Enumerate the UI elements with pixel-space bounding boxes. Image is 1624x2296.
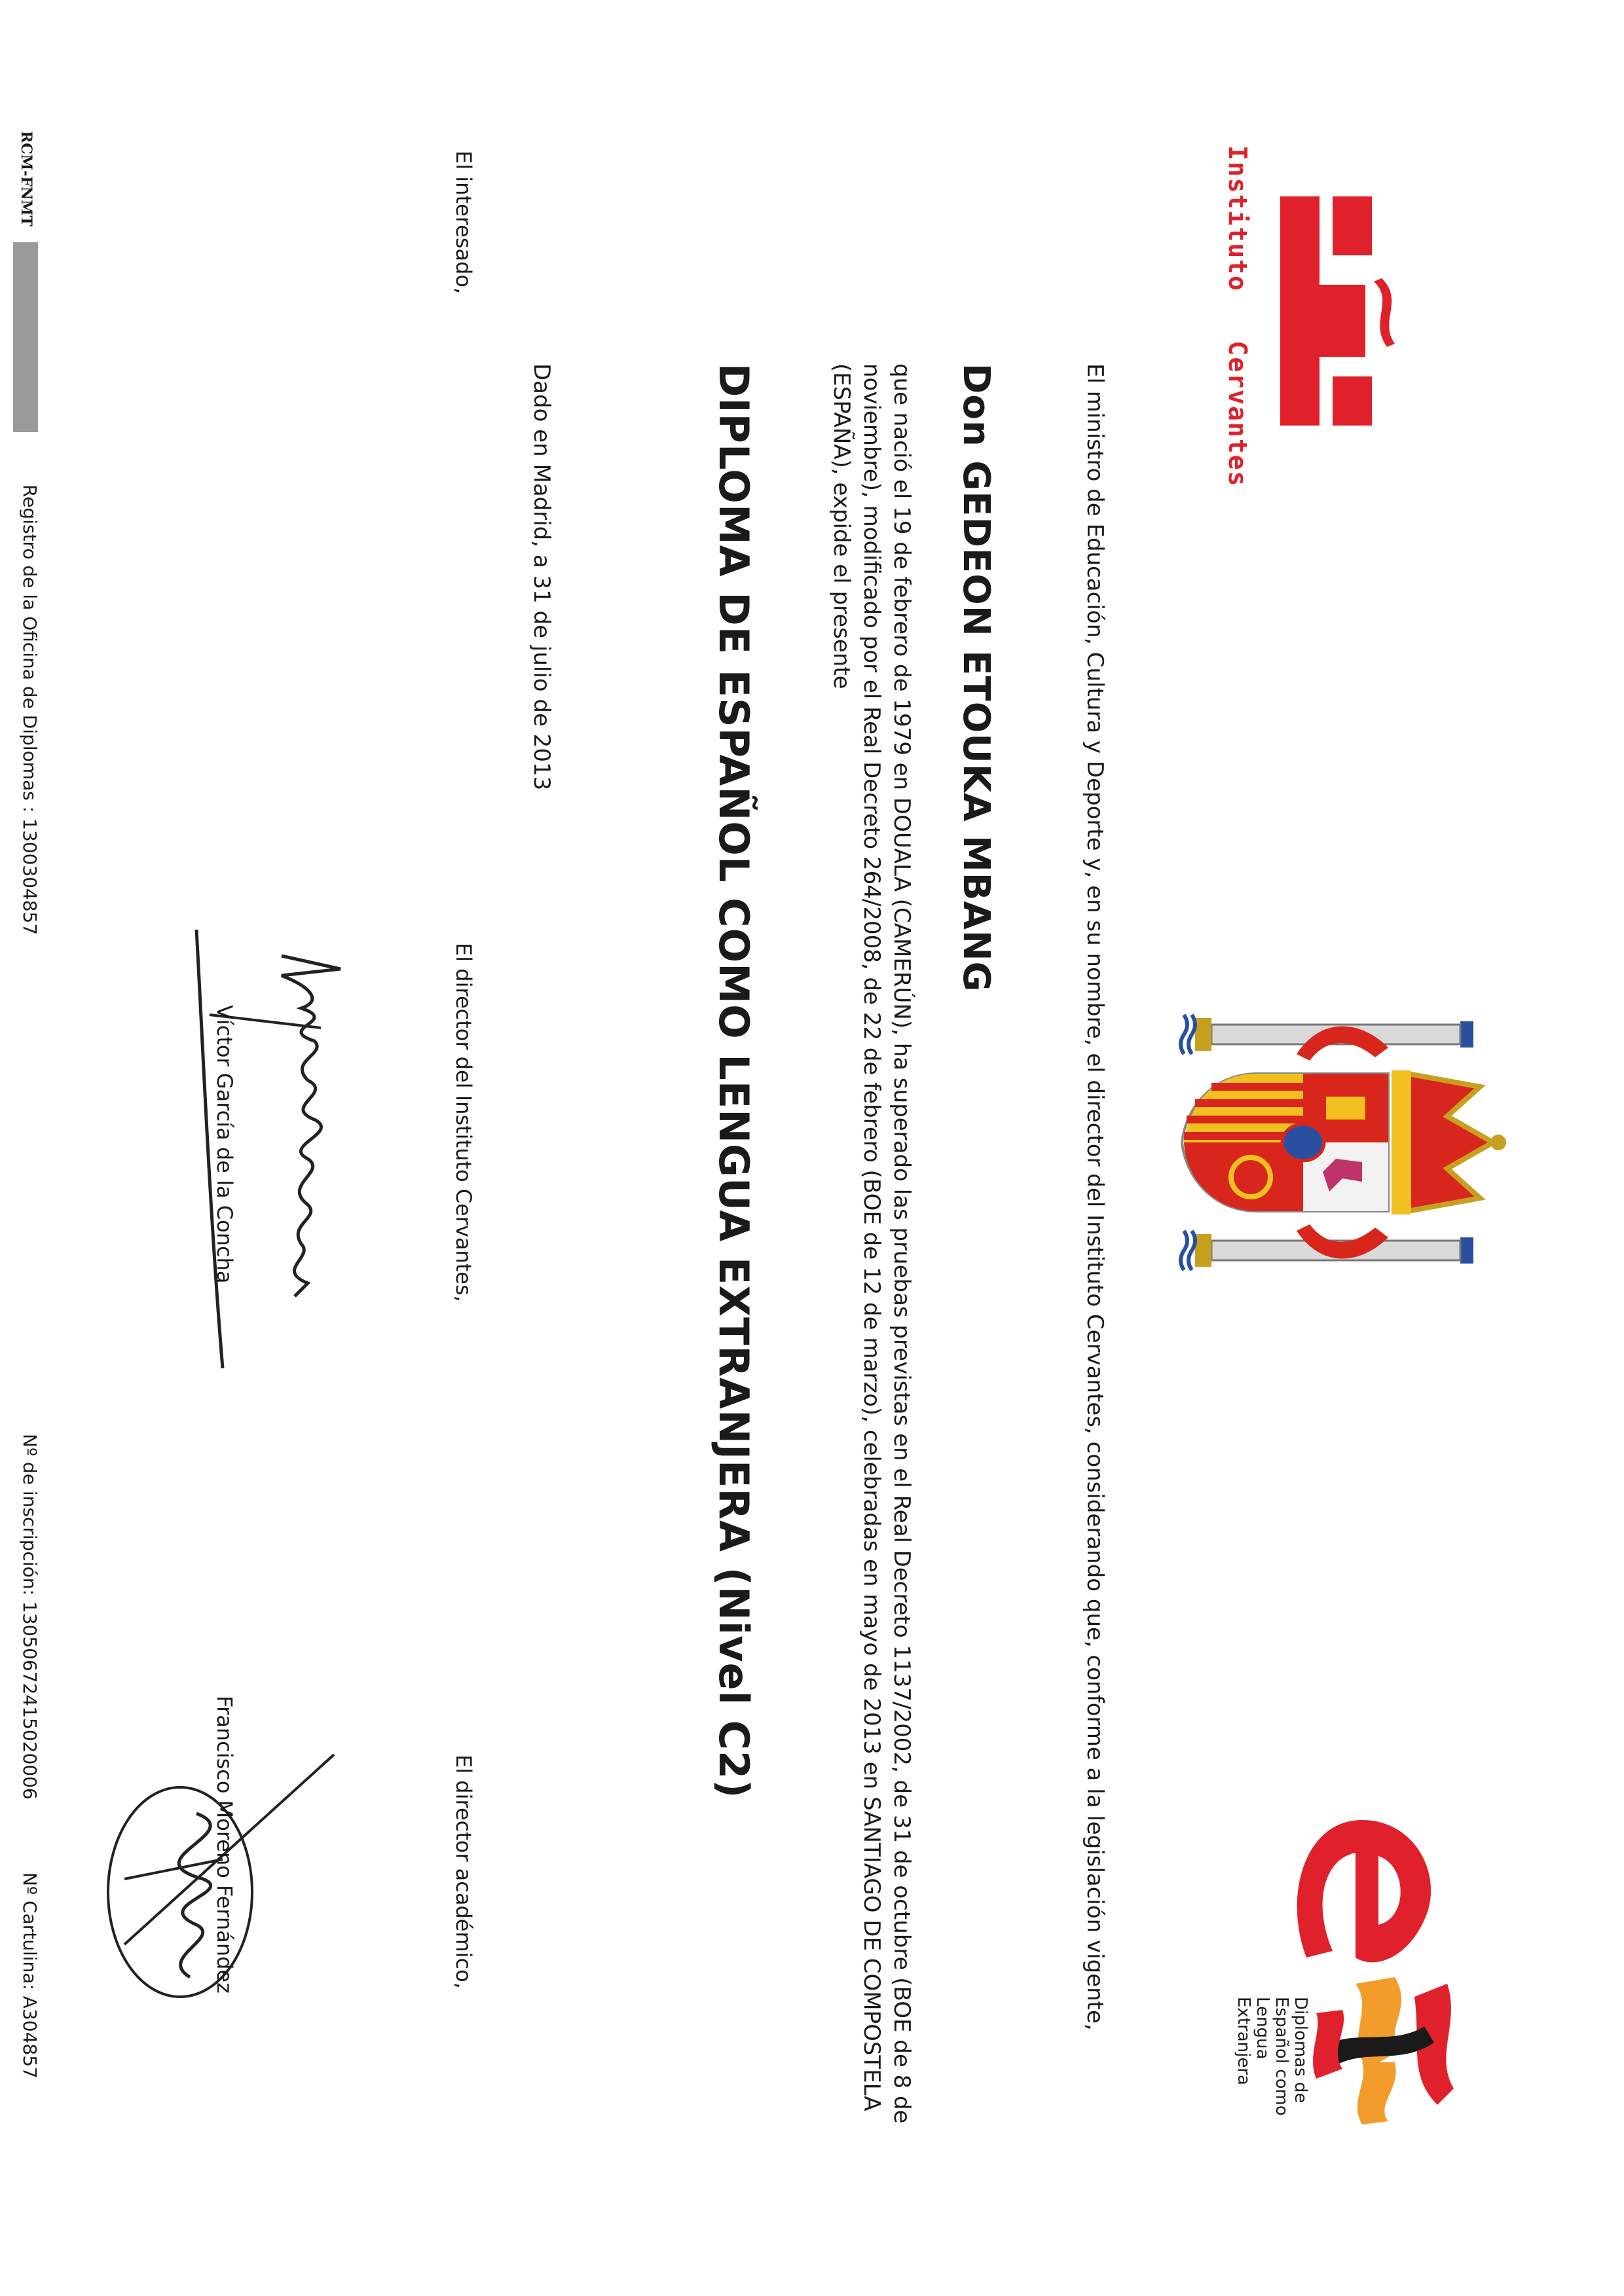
spain-coat-of-arms-icon (1153, 995, 1519, 1290)
intro-paragraph: El ministro de Educación, Cultura y Deporte y, en su nombre, el director del Instituto Cervantes, considerando que, conforme a la legislación vigente, (1082, 363, 1108, 2031)
interesado-label: El interesado, (451, 151, 476, 295)
director-academico-name: Francisco Moreno Fernández (212, 1696, 237, 1994)
diploma-title: DIPLOMA DE ESPAÑOL COMO LENGUA EXTRANJERA (Nivel C2) (710, 363, 758, 1799)
dele-caption-line: Extranjera (1234, 1997, 1253, 2085)
dele-logo-icon (1290, 1794, 1447, 1990)
security-bar (13, 242, 38, 432)
dele-caption-line: Diplomas de (1291, 1997, 1310, 2104)
director-ic-name: Víctor García de la Concha (212, 1005, 237, 1284)
body-paragraph: que nació el 19 de febrero de 1979 en DOUALA (CAMERÚN), ha superado las pruebas previstas en el Real Decreto 1137/2002, de 31 de octubre (BOE de 8 de noviembre), modificado por el Real Decreto 264/2008, de 22 de febrero (BOE de 12 de marzo), celebradas en mayo de 2013 en SANTIAGO DE COMPOSTELA (ESPAÑA), expide el presente (828, 363, 915, 2124)
instituto-cervantes-wordmark (1218, 145, 1257, 486)
fnmt-mark: RCM-FNMT (18, 131, 35, 227)
inscripcion-number: Nº de inscripción: 13050672415020006 (19, 1434, 41, 1800)
issue-place-date: Dado en Madrid, a 31 de julio de 2013 (528, 363, 555, 791)
wordmark-line1: Instituto (1223, 145, 1252, 292)
wordmark-line2: Cervantes (1223, 340, 1252, 488)
dele-caption-line: Español como (1272, 1997, 1291, 2116)
dele-caption-line: Lengua (1253, 1997, 1272, 2060)
dele-star-icon (1303, 1964, 1473, 2128)
holder-name: Don GEDEON ETOUKA MBANG (955, 363, 997, 993)
dele-caption (1211, 1997, 1310, 2193)
director-academico-label: El director académico, (451, 1755, 476, 1989)
cartulina-number: Nº Cartulina: A304857 (19, 1872, 41, 2079)
director-ic-label: El director del Instituto Cervantes, (451, 943, 476, 1302)
registro-number: Registro de la Oficina de Diplomas : 1300304857 (19, 484, 41, 936)
instituto-cervantes-mark-icon (1257, 180, 1408, 442)
